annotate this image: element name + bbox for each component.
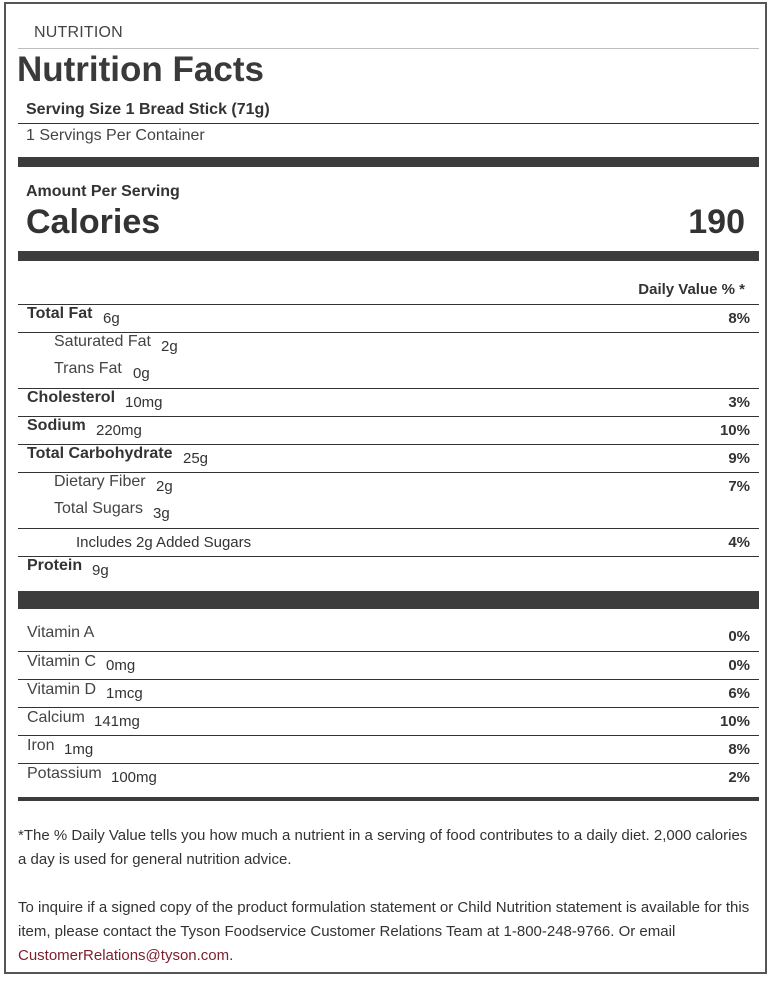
serving-divider — [18, 123, 759, 124]
nutrient-row-total-carbohydrate — [18, 444, 759, 473]
nutrient-amount: 25g — [183, 450, 209, 467]
vitamin-dv: 2% — [728, 769, 750, 786]
nutrient-dv: 3% — [728, 394, 750, 411]
nutrient-name: Saturated Fat — [54, 333, 151, 350]
nutrient-amount: 220mg — [96, 422, 142, 439]
nutrient-row-saturated-fat — [18, 332, 759, 361]
vitamin-name: Vitamin A — [27, 624, 95, 641]
amount-per-serving: Amount Per Serving — [26, 183, 180, 200]
nutrient-dv: 4% — [728, 534, 750, 551]
nutrient-name: Total Sugars — [54, 500, 143, 517]
vitamin-dv: 0% — [728, 657, 750, 674]
vitamin-amount: 1mg — [64, 741, 94, 758]
vitamin-dv: 6% — [728, 685, 750, 702]
nutrient-amount: 0g — [133, 365, 150, 382]
nutrient-dv: 9% — [728, 450, 750, 467]
bottom-divider — [18, 797, 759, 801]
nutrient-amount: 3g — [153, 505, 170, 522]
nutrient-dv: 8% — [728, 310, 750, 327]
page-title: Nutrition Facts — [17, 50, 264, 89]
vitamin-row-calcium — [18, 707, 759, 736]
vitamin-row-a — [18, 623, 759, 651]
nutrient-amount: 2g — [161, 338, 178, 355]
nutrient-amount: 10mg — [125, 394, 163, 411]
nutrient-amount: 2g — [156, 478, 173, 495]
thick-divider — [18, 591, 759, 609]
vitamin-name: Vitamin C — [27, 653, 97, 670]
vitamin-amount: 0mg — [106, 657, 136, 674]
thick-divider — [18, 157, 759, 167]
nutrient-row-added-sugars — [18, 528, 759, 557]
vitamin-name: Potassium — [27, 765, 102, 782]
nutrient-amount: 9g — [92, 562, 109, 579]
calories-value: 190 — [688, 203, 745, 241]
vitamin-dv: 0% — [728, 628, 750, 645]
vitamin-amount: 100mg — [111, 769, 157, 786]
nutrient-name: Includes 2g Added Sugars — [76, 534, 252, 551]
vitamin-row-potassium — [18, 763, 759, 792]
section-label: NUTRITION — [34, 24, 123, 41]
vitamin-amount: 1mcg — [106, 685, 143, 702]
section-divider — [18, 48, 759, 49]
nutrient-name: Total Fat — [27, 305, 93, 322]
nutrient-row-trans-fat — [18, 360, 759, 388]
inquiry-text: To inquire if a signed copy of the product formulation statement or Child Nutrition statement is available for this item, please contact the Tyson Foodservice Customer Relations Team at 1-800-248-9766. Or email — [18, 899, 750, 940]
thick-divider — [18, 251, 759, 261]
vitamin-row-iron — [18, 735, 759, 764]
nutrient-name: Cholesterol — [27, 389, 116, 406]
inquiry-end: . — [229, 947, 234, 964]
vitamin-name: Calcium — [27, 709, 85, 726]
nutrient-dv: 7% — [728, 478, 750, 495]
nutrient-dv: 10% — [719, 422, 750, 439]
daily-value-footnote: *The % Daily Value tells you how much a nutrient in a serving of food contributes to a daily diet. 2,000 calories a day is used for general nutrition advice. — [18, 827, 748, 868]
nutrient-row-total-sugars — [18, 500, 759, 528]
nutrient-row-cholesterol — [18, 388, 759, 417]
nutrient-name: Sodium — [27, 417, 86, 434]
daily-value-header: Daily Value % * — [638, 281, 745, 298]
nutrient-row-sodium — [18, 416, 759, 445]
email-link[interactable]: CustomerRelations@tyson.com — [18, 947, 230, 964]
nutrient-row-total-fat — [18, 304, 759, 333]
nutrition-panel — [4, 2, 767, 974]
vitamin-name: Vitamin D — [27, 681, 97, 698]
vitamin-dv: 8% — [728, 741, 750, 758]
vitamin-amount: 141mg — [94, 713, 140, 730]
vitamin-row-c — [18, 651, 759, 680]
nutrient-name: Total Carbohydrate — [27, 445, 173, 462]
nutrient-row-protein — [18, 556, 759, 585]
inquiry-paragraph — [18, 896, 753, 968]
nutrient-name: Trans Fat — [54, 360, 122, 377]
vitamin-row-d — [18, 679, 759, 708]
nutrient-row-dietary-fiber — [18, 472, 759, 501]
nutrient-name: Protein — [27, 557, 83, 574]
vitamin-dv: 10% — [719, 713, 750, 730]
nutrient-name: Dietary Fiber — [54, 473, 146, 490]
nutrient-amount: 6g — [103, 310, 120, 327]
serving-size: Serving Size 1 Bread Stick (71g) — [26, 101, 270, 118]
calories-label: Calories — [26, 203, 161, 241]
servings-per-container: 1 Servings Per Container — [26, 127, 205, 144]
vitamin-name: Iron — [27, 737, 55, 754]
